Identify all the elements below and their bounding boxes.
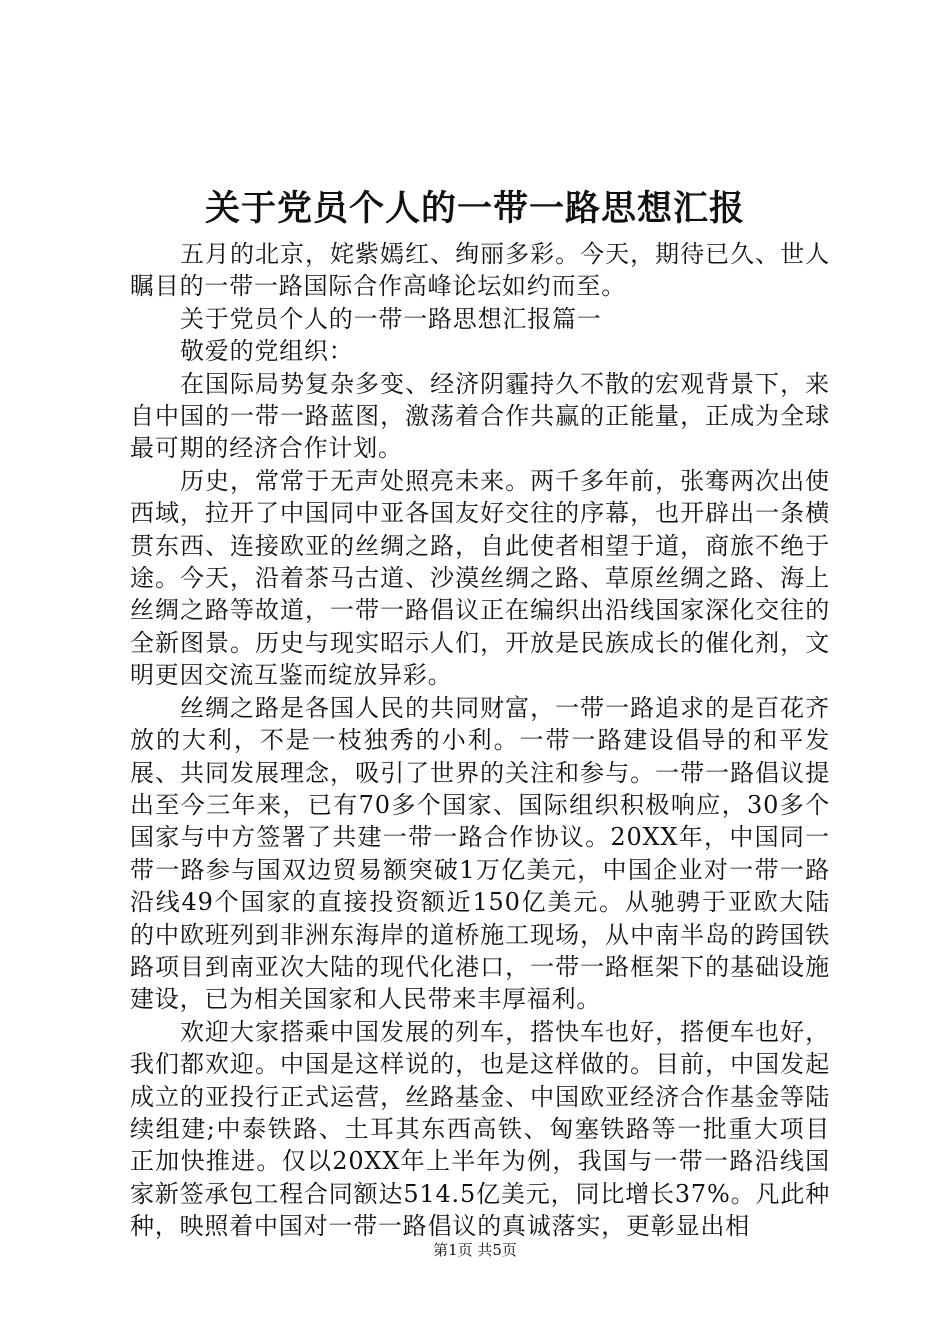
page-footer: 第1页 共5页 xyxy=(433,1241,517,1259)
document-body xyxy=(130,238,830,1243)
paragraph-background: 在国际局势复杂多变、经济阴霾持久不散的宏观背景下，来自中国的一带一路蓝图，激荡着合作共赢的正能量，正成为全球最可期的经济合作计划。 xyxy=(130,369,830,463)
paragraph-salutation: 敬爱的党组织： xyxy=(180,337,354,366)
paragraph-welcome: 欢迎大家搭乘中国发展的列车，搭快车也好，搭便车也好，我们都欢迎。中国是这样说的，也是这样做的。目前，中国发起成立的亚投行正式运营，丝路基金、中国欧亚经济合作基金等陆续组建;中泰铁路、土耳其东西高铁、匈塞铁路等一批重大项目正加快推进。仅以20XX年上半年为例，我国与一带一路沿线国家新签承包工程合同额达514.5亿美元，同比增长37%。凡此种种，映照着中国对一带一路倡议的真诚落实，更彰显出相 xyxy=(130,1017,830,1241)
document-title: 关于党员个人的一带一路思想汇报 xyxy=(204,188,745,229)
paragraph-silk-road: 丝绸之路是各国人民的共同财富，一带一路追求的是百花齐放的大利，不是一枝独秀的小利。一带一路建设倡导的和平发展、共同发展理念，吸引了世界的关注和参与。一带一路倡议提出至今三年来，已有70多个国家、国际组织积极响应，30多个国家与中方签署了共建一带一路合作协议。20XX年，中国同一带一路参与国双边贸易额突破1万亿美元，中国企业对一带一路沿线49个国家的直接投资额近150亿美元。从驰骋于亚欧大陆的中欧班列到非洲东海岸的道桥施工现场，从中南半岛的跨国铁路项目到南亚次大陆的现代化港口，一带一路框架下的基础设施建设，已为相关国家和人民带来丰厚福利。 xyxy=(130,693,830,1014)
paragraph-section-heading: 关于党员个人的一带一路思想汇报篇一 xyxy=(180,304,602,333)
paragraph-history: 历史，常常于无声处照亮未来。两千多年前，张骞两次出使西域，拉开了中国同中亚各国友好交往的序幕，也开辟出一条横贯东西、连接欧亚的丝绸之路，自此使者相望于道，商旅不绝于途。今天，沿着茶马古道、沙漠丝绸之路、草原丝绸之路、海上丝绸之路等故道，一带一路倡议正在编织出沿线国家深化交往的全新图景。历史与现实昭示人们，开放是民族成长的催化剂，文明更因交流互鉴而绽放异彩。 xyxy=(130,466,830,690)
paragraph-intro: 五月的北京，姹紫嫣红、绚丽多彩。今天，期待已久、世人瞩目的一带一路国际合作高峰论坛如约而至。 xyxy=(130,240,830,301)
